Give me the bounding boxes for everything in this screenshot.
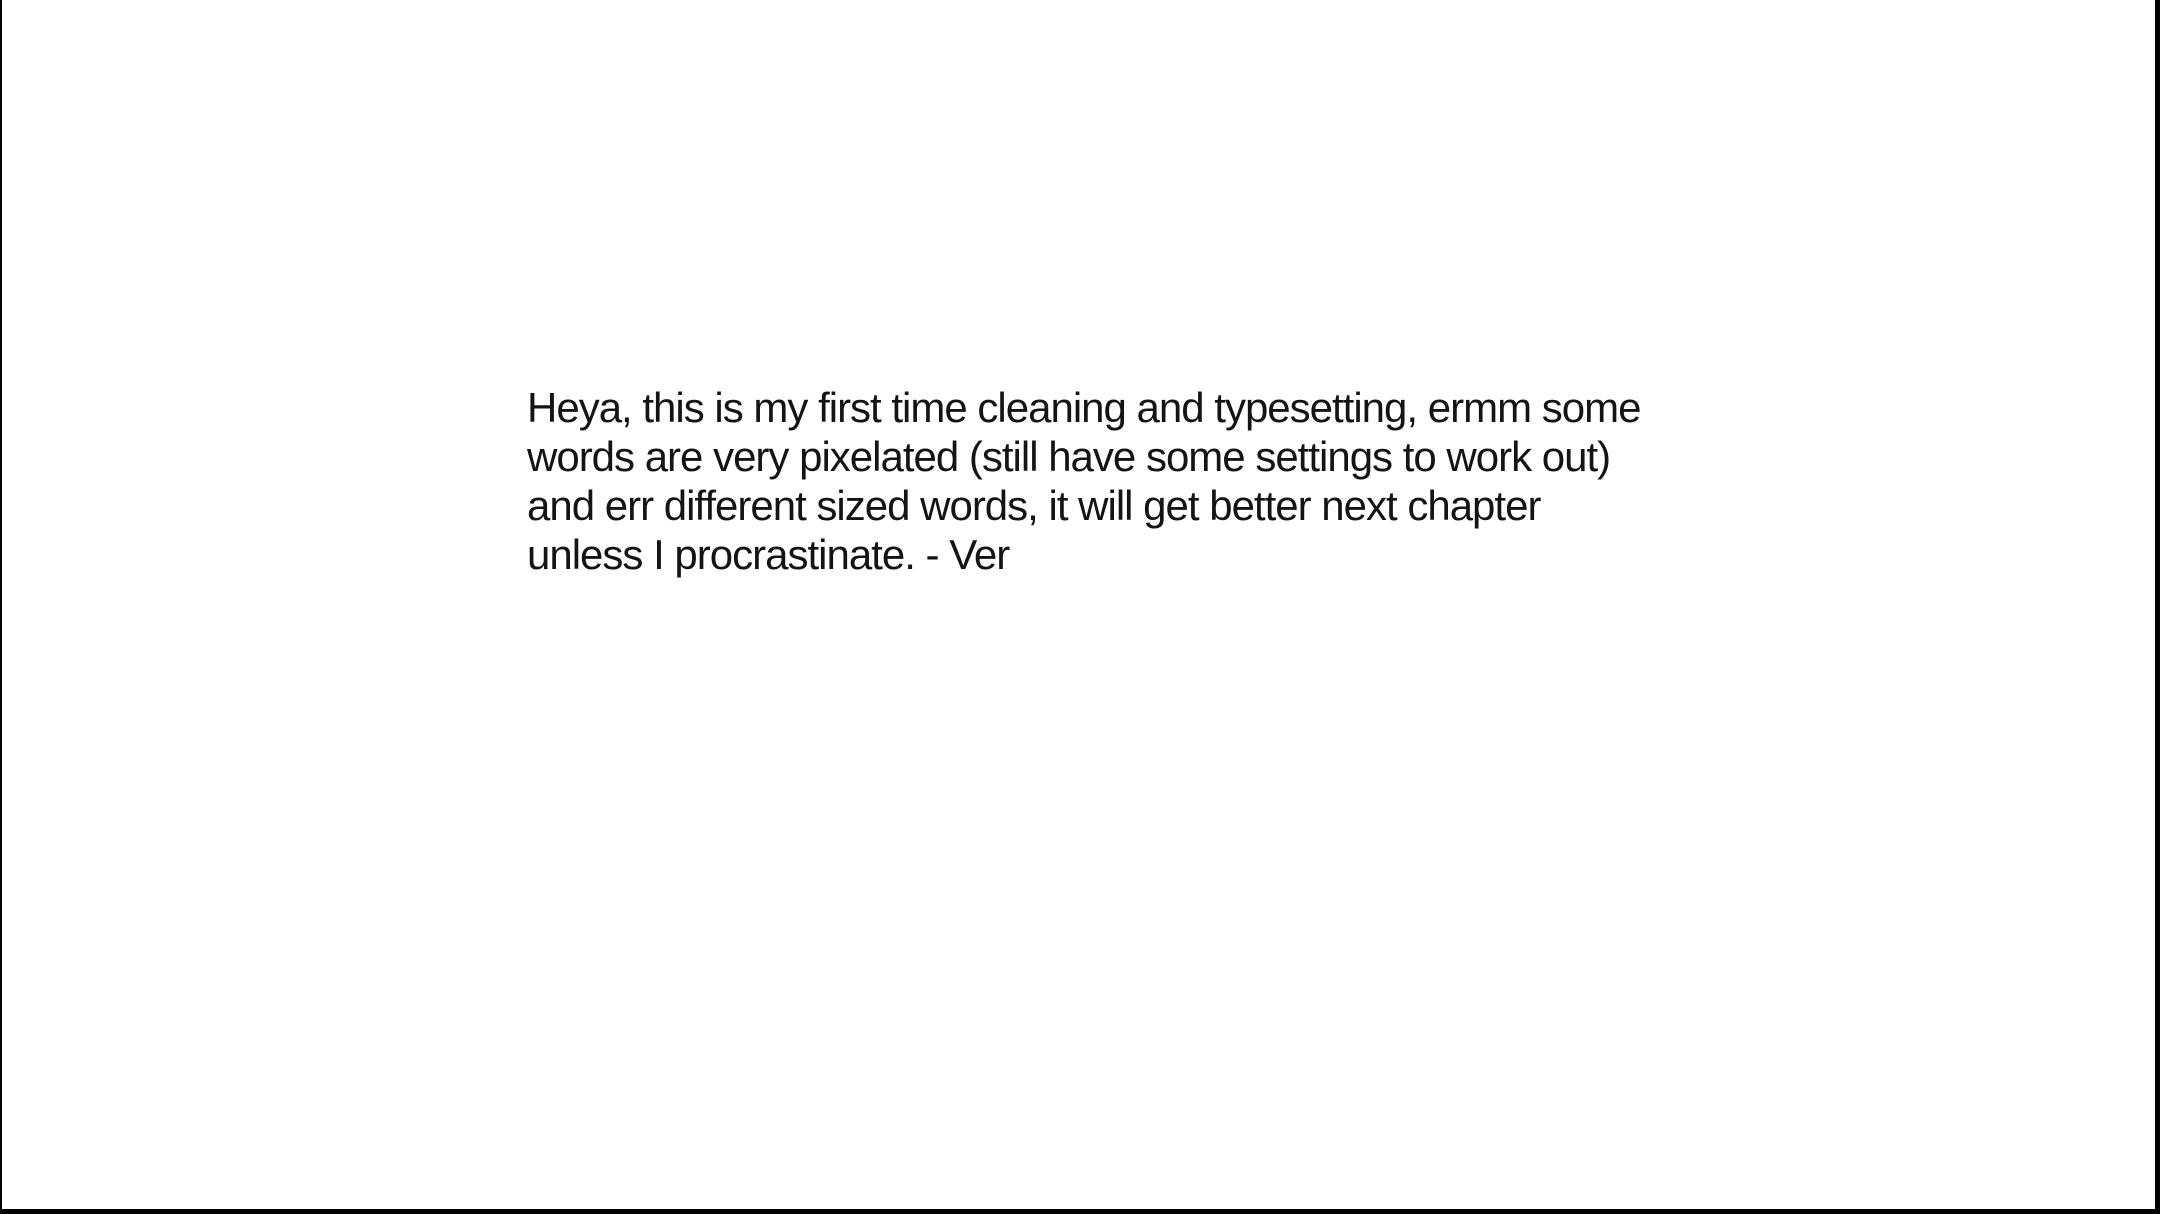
page-edge-left [0, 0, 2, 1214]
page-edge-bottom [0, 1209, 2160, 1214]
note-line-2: words are very pixelated (still have some settings to work out) [527, 433, 1611, 480]
note-line-3: and err different sized words, it will get better next chapter [527, 482, 1541, 529]
note-line-1: Heya, this is my first time cleaning and typesetting, ermm some [527, 384, 1641, 431]
translator-note [527, 383, 1640, 579]
note-line-4: unless I procrastinate. - Ver [527, 531, 1010, 578]
page-edge-right [2155, 0, 2160, 1214]
